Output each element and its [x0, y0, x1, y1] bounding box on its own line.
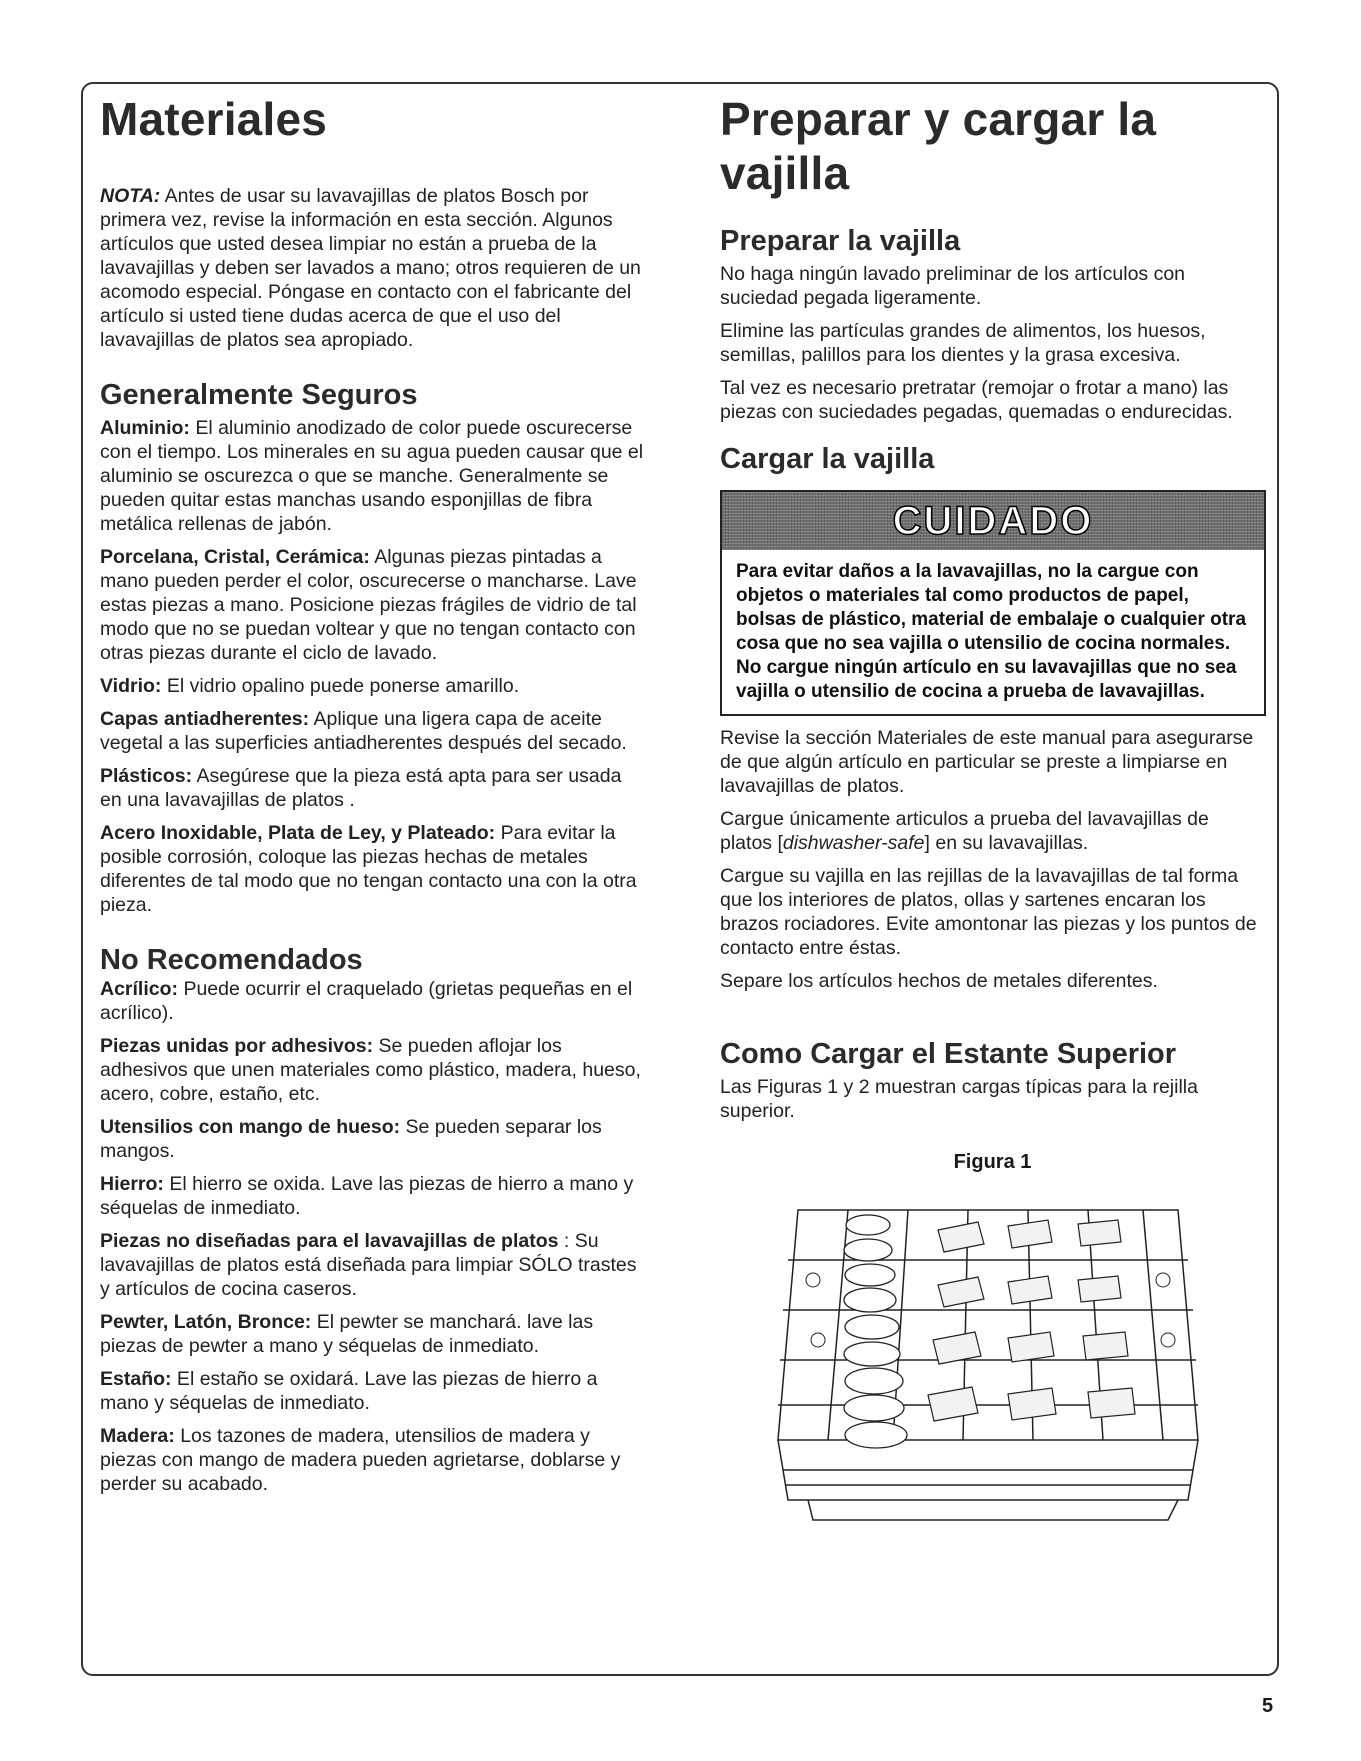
safe-item — [100, 821, 645, 917]
item-label: Porcelana, Cristal, Cerámica: — [100, 546, 370, 568]
note-label: NOTA: — [100, 185, 161, 207]
not-recommended-heading: No Recomendados — [100, 944, 363, 976]
safe-item — [100, 764, 645, 812]
safe-heading: Generalmente Seguros — [100, 379, 418, 411]
item-text: Los tazones de madera, utensilios de madera y piezas con mango de madera pueden agrietarse, doblarse y perder su acabado. — [100, 1425, 621, 1495]
not-recommended-item — [100, 1310, 645, 1358]
figure-label: Figura 1 — [953, 1151, 1032, 1173]
item-label: Utensilios con mango de hueso: — [100, 1116, 401, 1138]
item-label: Vidrio: — [100, 675, 162, 697]
item-label: Madera: — [100, 1425, 175, 1447]
safe-item — [100, 545, 645, 665]
item-text: Asegúrese que la pieza está apta para ser usada en una lavavajillas de platos . — [100, 765, 622, 811]
item-text: El pewter se manchará. lave las piezas de pewter a mano y séquelas de inmediato. — [100, 1311, 594, 1357]
dishwasher-safe-term: dishwasher-safe — [782, 832, 925, 854]
load-paragraph-text: Cargue únicamente articulos a prueba del lavavajillas de platos [ — [720, 808, 1209, 854]
item-label: Hierro: — [100, 1173, 164, 1195]
item-label: Pewter, Latón, Bronce: — [100, 1311, 312, 1333]
intro-note — [100, 184, 645, 352]
upper-rack-illustration — [758, 1190, 1218, 1525]
not-recommended-item — [100, 1367, 645, 1415]
item-text: Puede ocurrir el craquelado (grietas pequeñas en el acrílico). — [100, 978, 633, 1024]
prepare-paragraph: Tal vez es necesario pretratar (remojar o frotar a mano) las piezas con suciedades pegadas, quemadas o endurecidas. — [720, 377, 1233, 423]
item-text: El hierro se oxida. Lave las piezas de hierro a mano y séquelas de inmediato. — [100, 1173, 634, 1219]
materials-column — [100, 92, 645, 1496]
caution-text: Para evitar daños a la lavavajillas, no la cargue con objetos o materiales tal como productos de papel, bolsas de plástico, material de embalaje o cualquier otra cosa que no sea vajilla o utensilio de cocina normales. No cargue ningún artículo en su lavavajillas que no sea vajilla o utensilio de cocina a prueba de lavavajillas. — [736, 561, 1247, 702]
not-recommended-item — [100, 1424, 645, 1496]
note-text: Antes de usar su lavavajillas de platos Bosch por primera vez, revise la información en esta sección. Algunos artículos que usted desea limpiar no están a prueba de la lavavajillas y deben ser lavados a mano; otros requieren de un acomodo especial. Póngase en contacto con el fabricante del artículo si usted tiene dudas acerca de que el uso del lavavajillas de platos sea apropiado. — [100, 185, 641, 351]
item-text: El vidrio opalino puede ponerse amarillo. — [161, 675, 520, 697]
materials-title: Materiales — [100, 93, 328, 145]
item-label: Estaño: — [100, 1368, 172, 1390]
load-paragraph: Separe los artículos hechos de metales diferentes. — [720, 970, 1158, 992]
prepare-paragraph: Elimine las partículas grandes de alimentos, los huesos, semillas, palillos para los dientes y la grasa excesiva. — [720, 320, 1206, 366]
item-text: Para evitar la posible corrosión, coloque las piezas hechas de metales diferentes de tal modo que no tengan contacto una con la otra pieza. — [100, 822, 637, 916]
not-recommended-item — [100, 1229, 645, 1301]
caution-banner — [722, 492, 1264, 550]
item-text: Se pueden aflojar los adhesivos que unen materiales como plástico, madera, hueso, acero, cobre, estaño, etc. — [100, 1035, 641, 1105]
item-text: Se pueden separar los mangos. — [100, 1116, 602, 1162]
item-label: Piezas no diseñadas para el lavavajillas de platos — [100, 1230, 559, 1252]
caution-title: CUIDADO — [892, 498, 1094, 543]
load-paragraph-text: ] en su lavavajillas. — [924, 832, 1089, 854]
item-label: Aluminio: — [100, 417, 190, 439]
loading-column — [720, 92, 1265, 1530]
upper-rack-text: Las Figuras 1 y 2 muestran cargas típicas para la rejilla superior. — [720, 1076, 1198, 1122]
item-text: El aluminio anodizado de color puede oscurecerse con el tiempo. Los minerales en su agua pueden causar que el aluminio se oscurezca o que se manche. Generalmente se pueden quitar estas manchas usando esponjillas de fibra metálica rellenas de jabón. — [100, 417, 644, 535]
item-label: Capas antiadherentes: — [100, 708, 310, 730]
upper-rack-heading: Como Cargar el Estante Superior — [720, 1038, 1177, 1070]
safe-item — [100, 416, 645, 536]
item-label: Acero Inoxidable, Plata de Ley, y Plateado: — [100, 822, 496, 844]
item-text: El estaño se oxidará. Lave las piezas de hierro a mano y séquelas de inmediato. — [100, 1368, 598, 1414]
item-text: Algunas piezas pintadas a mano pueden perder el color, oscurecerse o mancharse. Lave estas piezas a mano. Posicione piezas frágiles de vidrio de tal modo que no se puedan voltear y que no tengan contacto con otras piezas durante el ciclo de lavado. — [100, 546, 637, 664]
load-paragraph — [720, 807, 1265, 855]
item-label: Acrílico: — [100, 978, 179, 1000]
prepare-heading: Preparar la vajilla — [720, 225, 961, 257]
safe-item — [100, 707, 645, 755]
not-recommended-item — [100, 1034, 645, 1106]
load-paragraph: Cargue su vajilla en las rejillas de la lavavajillas de tal forma que los interiores de platos, ollas y sartenes encaran los brazos rociadores. Evite amontonar las piezas y los puntos de contacto entre éstas. — [720, 865, 1257, 959]
not-recommended-item — [100, 977, 645, 1025]
item-text: Aplique una ligera capa de aceite vegetal a las superficies antiadherentes después del secado. — [100, 708, 627, 754]
not-recommended-item — [100, 1115, 645, 1163]
load-paragraph: Revise la sección Materiales de este manual para asegurarse de que algún artículo en particular se preste a limpiarse en lavavajillas de platos. — [720, 727, 1254, 797]
prepare-paragraph: No haga ningún lavado preliminar de los artículos con suciedad pegada ligeramente. — [720, 263, 1186, 309]
page-number: 5 — [1262, 1695, 1274, 1717]
item-label: Piezas unidas por adhesivos: — [100, 1035, 374, 1057]
not-recommended-item — [100, 1172, 645, 1220]
item-label: Plásticos: — [100, 765, 193, 787]
loading-title: Preparar y cargar la vajilla — [720, 93, 1157, 199]
safe-item — [100, 674, 645, 698]
caution-box — [720, 490, 1266, 716]
load-heading: Cargar la vajilla — [720, 443, 935, 475]
item-text: : Su lavavajillas de platos está diseñada para limpiar SÓLO trastes y artículos de cocina caseros. — [100, 1230, 637, 1300]
